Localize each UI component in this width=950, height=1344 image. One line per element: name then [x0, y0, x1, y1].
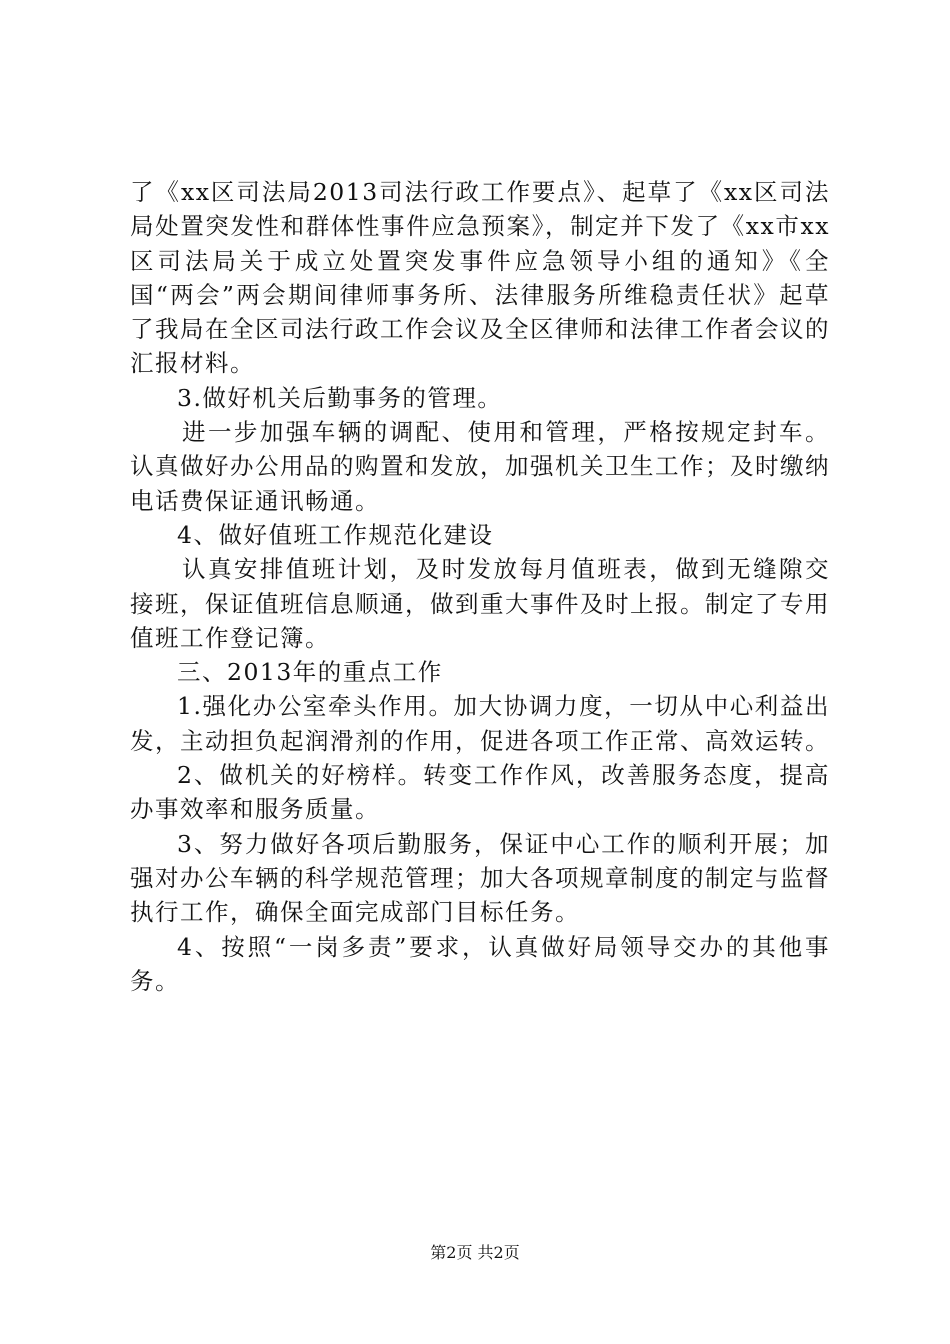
paragraph-key-work-1: 1.强化办公室牵头作用。加大协调力度，一切从中心利益出发，主动担负起润滑剂的作用，促进各项工作正常、高效运转。 [130, 692, 830, 755]
paragraph-logistics-detail: 进一步加强车辆的调配、使用和管理，严格按规定封车。认真做好办公用品的购置和发放，加强机关卫生工作；及时缴纳电话费保证通讯畅通。 [130, 418, 830, 515]
section-heading-key-work: 三、2013年的重点工作 [177, 658, 443, 687]
paragraph-key-work-3: 3、努力做好各项后勤服务，保证中心工作的顺利开展；加强对办公车辆的科学规范管理；加大各项规章制度的制定与监督执行工作，确保全面完成部门目标任务。 [130, 829, 830, 927]
paragraph-continuation: 了《xx区司法局2013司法行政工作要点》、起草了《xx区司法局处置突发性和群体性事件应急预案》，制定并下发了《xx市xx区司法局关于成立处置突发事件应急领导小组的通知》《全国“两会”两会期间律师事务所、法律服务所维稳责任状》起草了我局在全区司法行政工作会议及全区律师和法律工作者会议的汇报材料。 [130, 178, 830, 378]
paragraph-duty-detail: 认真安排值班计划，及时发放每月值班表，做到无缝隙交接班，保证值班信息顺通，做到重大事件及时上报。制定了专用值班工作登记簿。 [130, 555, 830, 652]
paragraph-key-work-2: 2、做机关的好榜样。转变工作作风，改善服务态度，提高办事效率和服务质量。 [130, 761, 830, 824]
paragraph-heading-logistics: 3.做好机关后勤事务的管理。 [177, 383, 503, 412]
page-number-footer: 第2页 共2页 [430, 1243, 520, 1262]
paragraph-heading-duty: 4、做好值班工作规范化建设 [177, 520, 494, 549]
paragraph-key-work-4: 4、按照“一岗多责”要求，认真做好局领导交办的其他事务。 [130, 932, 830, 995]
document-body [130, 175, 830, 998]
